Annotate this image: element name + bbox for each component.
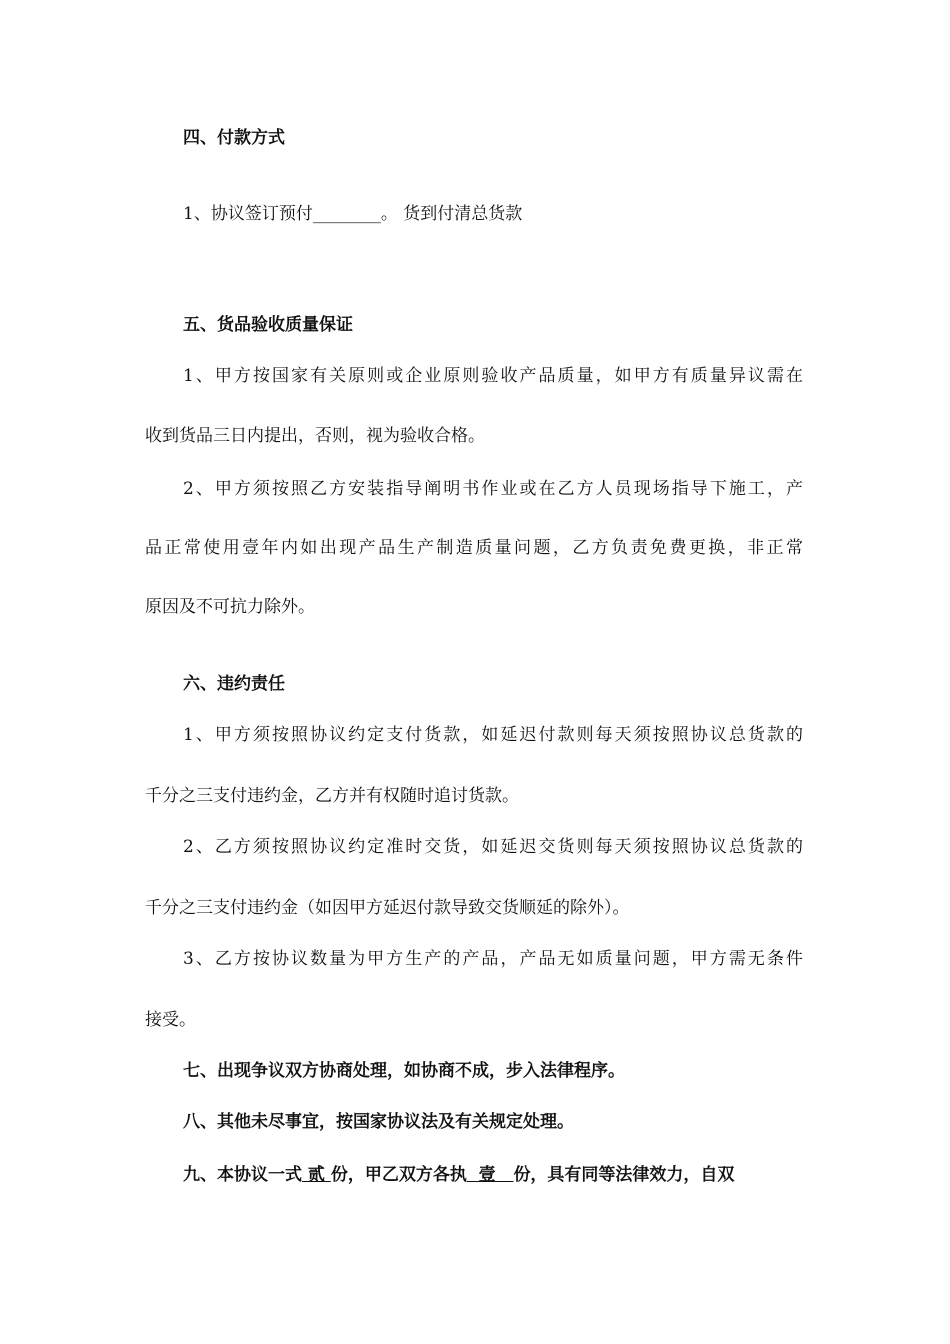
section-5-item-2-line-3: 原因及不可抗力除外。	[145, 597, 315, 617]
section-5-item-2-line-2: 品正常使用壹年内如出现产品生产制造质量问题，乙方负责免费更换，非正常	[145, 538, 803, 558]
section-5-item-1-line-2: 收到货品三日内提出，否则，视为验收合格。	[145, 426, 485, 446]
section-6-item-3-line-1: 3、乙方按协议数量为甲方生产的产品，产品无如质量问题，甲方需无条件	[183, 949, 803, 969]
item-text: 份，具有同等法律效力，自双	[513, 1165, 735, 1185]
section-6-item-1-line-1: 1、甲方须按照协议约定支付货款，如延迟付款则每天须按照协议总货款的	[183, 725, 803, 745]
item-text: 。 货到付清总货款	[380, 204, 523, 224]
section-5-item-2-line-1: 2、甲方须按照乙方安装指导阐明书作业或在乙方人员现场指导下施工，产	[183, 479, 803, 499]
section-5-item-1-line-1: 1、甲方按国家有关原则或企业原则验收产品质量，如甲方有质量异议需在	[183, 366, 803, 386]
item-text: 九、本协议一式	[183, 1165, 302, 1185]
section-7-text: 七、出现争议双方协商处理，如协商不成，步入法律程序。	[183, 1061, 625, 1081]
section-6-heading: 六、违约责任	[183, 674, 285, 694]
section-9-text	[183, 1164, 734, 1186]
section-6-item-2-line-1: 2、乙方须按照协议约定准时交货，如延迟交货则每天须按照协议总货款的	[183, 837, 803, 857]
copies-count: 贰	[302, 1165, 331, 1185]
section-8-text: 八、其他未尽事宜，按国家协议法及有关规定处理。	[183, 1112, 574, 1132]
item-text: 1、协议签订预付	[183, 204, 313, 224]
item-text: 份，甲乙双方各执	[330, 1165, 467, 1185]
section-4-heading: 四、付款方式	[183, 128, 285, 148]
each-count: 壹	[466, 1165, 514, 1185]
section-4-item-1	[183, 203, 522, 225]
prepay-blank: ________	[312, 204, 381, 224]
section-6-item-3-line-2: 接受。	[145, 1010, 196, 1030]
section-6-item-1-line-2: 千分之三支付违约金，乙方并有权随时追讨货款。	[145, 786, 519, 806]
section-6-item-2-line-2: 千分之三支付违约金（如因甲方延迟付款导致交货顺延的除外）。	[145, 898, 630, 918]
section-5-heading: 五、货品验收质量保证	[183, 315, 353, 335]
